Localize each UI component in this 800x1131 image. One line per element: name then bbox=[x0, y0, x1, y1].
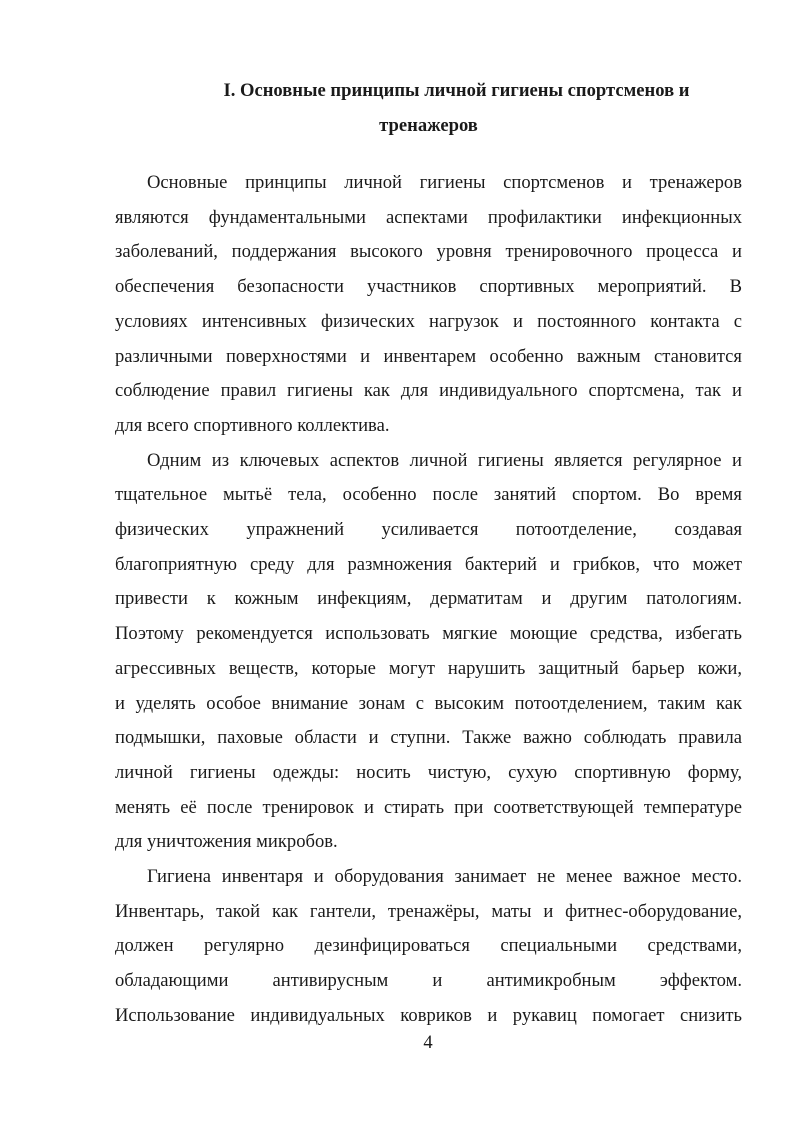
paragraph-line: личной гигиены одежды: носить чистую, сухую спортивную форму, bbox=[115, 761, 742, 783]
heading-line-2: тренажеров bbox=[379, 114, 478, 136]
body-text bbox=[115, 166, 742, 1034]
paragraph-line: обладающими антивирусным и антимикробным эффектом. bbox=[115, 970, 742, 992]
paragraph-line: и уделять особое внимание зонам с высоким потоотделением, таким как bbox=[115, 692, 742, 714]
paragraph-line: физических упражнений усиливается потоотделение, создавая bbox=[115, 519, 742, 541]
heading-line-1: I. Основные принципы личной гигиены спортсменов и bbox=[223, 80, 690, 101]
paragraph-line: Гигиена инвентаря и оборудования занимает не менее важное место. bbox=[147, 866, 742, 888]
paragraph bbox=[115, 166, 742, 444]
paragraph-line: заболеваний, поддержания высокого уровня тренировочного процесса и bbox=[115, 241, 742, 263]
paragraph-line: Основные принципы личной гигиены спортсменов и тренажеров bbox=[147, 172, 742, 193]
paragraph-line: подмышки, паховые области и ступни. Также важно соблюдать правила bbox=[115, 727, 742, 749]
paragraph-line: различными поверхностями и инвентарем особенно важным становится bbox=[115, 345, 742, 367]
paragraph bbox=[115, 444, 742, 860]
paragraph-line: агрессивных веществ, которые могут нарушить защитный барьер кожи, bbox=[115, 657, 742, 679]
paragraph-line: условиях интенсивных физических нагрузок и постоянного контакта с bbox=[115, 310, 742, 332]
paragraph-line: должен регулярно дезинфицироваться специальными средствами, bbox=[115, 935, 742, 957]
paragraph-line: для всего спортивного коллектива. bbox=[115, 414, 390, 436]
paragraph-line: для уничтожения микробов. bbox=[115, 831, 338, 853]
section-heading bbox=[115, 74, 742, 143]
paragraph-line: соблюдение правил гигиены как для индивидуального спортсмена, так и bbox=[115, 380, 742, 402]
paragraph-line: привести к кожным инфекциям, дерматитам и другим патологиям. bbox=[115, 588, 742, 610]
paragraph bbox=[115, 860, 742, 1034]
paragraph-line: менять её после тренировок и стирать при соответствующей температуре bbox=[115, 796, 742, 818]
paragraph-line: Поэтому рекомендуется использовать мягкие моющие средства, избегать bbox=[115, 623, 742, 645]
paragraph-line: Одним из ключевых аспектов личной гигиены является регулярное и bbox=[147, 449, 742, 471]
paragraph-line: Инвентарь, такой как гантели, тренажёры, маты и фитнес-оборудование, bbox=[115, 900, 742, 922]
paragraph-line: обеспечения безопасности участников спортивных мероприятий. В bbox=[115, 276, 742, 298]
paragraph-line: Использование индивидуальных ковриков и рукавиц помогает снизить bbox=[115, 1004, 742, 1026]
paragraph-line: являются фундаментальными аспектами профилактики инфекционных bbox=[115, 206, 742, 228]
paragraph-line: тщательное мытьё тела, особенно после занятий спортом. Во время bbox=[115, 484, 742, 506]
page-number: 4 bbox=[423, 1032, 433, 1053]
paragraph-line: благоприятную среду для размножения бактерий и грибков, что может bbox=[115, 553, 742, 575]
